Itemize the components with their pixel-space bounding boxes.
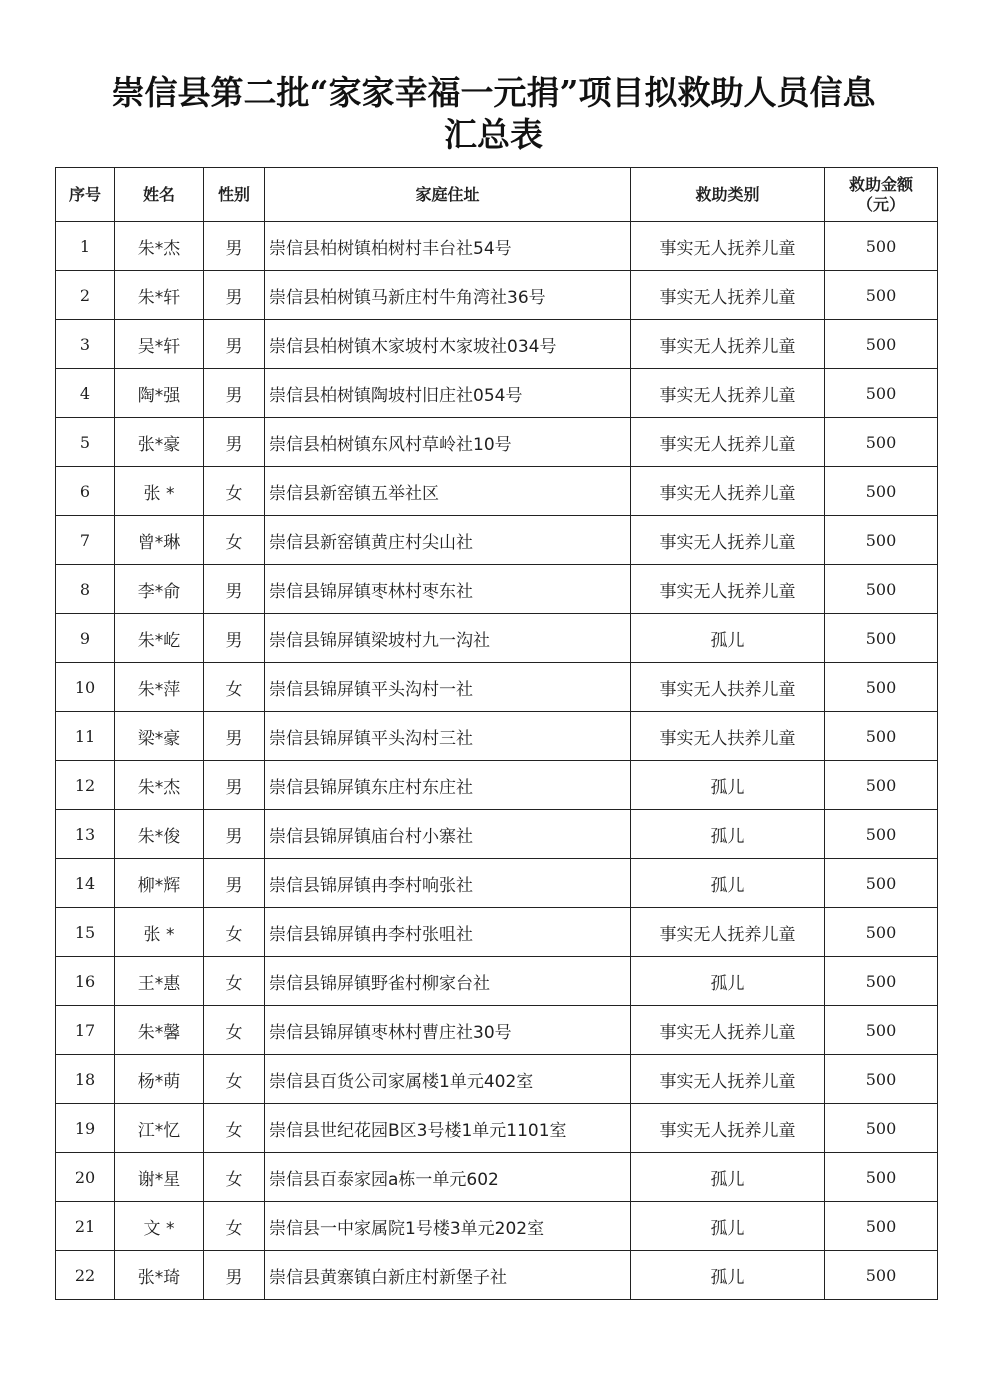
cell-category: 事实无人抚养儿童 [631,516,825,565]
header-amount-label: 救助金额 [848,174,913,194]
cell-category: 孤儿 [631,810,825,859]
header-amount [825,168,938,222]
cell-name: 王*惠 [115,957,204,1006]
cell-gender: 女 [204,1104,265,1153]
cell-name: 谢*星 [115,1153,204,1202]
cell-gender: 男 [204,271,265,320]
cell-amount: 500 [825,712,938,761]
table-row [56,957,938,1006]
document-title: 崇信县第二批“家家幸福一元捐”项目拟救助人员信息 [111,73,876,112]
cell-seq: 14 [56,859,115,908]
cell-category: 事实无人抚养儿童 [631,1104,825,1153]
cell-address: 崇信县柏树镇陶坡村旧庄社054号 [265,369,631,418]
cell-amount: 500 [825,369,938,418]
table-row [56,418,938,467]
header-category: 救助类别 [631,168,825,222]
header-name: 姓名 [115,168,204,222]
cell-amount: 500 [825,810,938,859]
cell-gender: 男 [204,222,265,271]
cell-name: 江*忆 [115,1104,204,1153]
cell-seq: 3 [56,320,115,369]
cell-gender: 男 [204,614,265,663]
cell-name: 曾*琳 [115,516,204,565]
cell-name: 张*琦 [115,1251,204,1300]
cell-address: 崇信县柏树镇东风村草岭社10号 [265,418,631,467]
cell-seq: 17 [56,1006,115,1055]
cell-seq: 8 [56,565,115,614]
cell-address: 崇信县锦屏镇枣林村枣东社 [265,565,631,614]
cell-category: 孤儿 [631,1202,825,1251]
cell-name: 文 * [115,1202,204,1251]
cell-category: 事实无人抚养儿童 [631,271,825,320]
table-row [56,222,938,271]
cell-gender: 女 [204,663,265,712]
cell-amount: 500 [825,859,938,908]
cell-amount: 500 [825,418,938,467]
cell-address: 崇信县锦屏镇东庄村东庄社 [265,761,631,810]
table-row [56,369,938,418]
cell-seq: 1 [56,222,115,271]
table-row [56,1104,938,1153]
cell-amount: 500 [825,1202,938,1251]
cell-seq: 11 [56,712,115,761]
cell-address: 崇信县柏树镇木家坡村木家坡社034号 [265,320,631,369]
table-row [56,810,938,859]
cell-seq: 7 [56,516,115,565]
cell-amount: 500 [825,222,938,271]
cell-category: 孤儿 [631,614,825,663]
cell-amount: 500 [825,467,938,516]
cell-address: 崇信县新窑镇黄庄村尖山社 [265,516,631,565]
cell-address: 崇信县新窑镇五举社区 [265,467,631,516]
cell-address: 崇信县锦屏镇平头沟村一社 [265,663,631,712]
cell-category: 事实无人抚养儿童 [631,467,825,516]
cell-name: 陶*强 [115,369,204,418]
cell-seq: 4 [56,369,115,418]
cell-amount: 500 [825,271,938,320]
cell-gender: 女 [204,1153,265,1202]
table-row [56,761,938,810]
table-row [56,1202,938,1251]
cell-seq: 6 [56,467,115,516]
header-address: 家庭住址 [265,168,631,222]
cell-name: 朱*屹 [115,614,204,663]
cell-gender: 女 [204,908,265,957]
table-row [56,1251,938,1300]
table-row [56,663,938,712]
table-row [56,271,938,320]
cell-gender: 男 [204,320,265,369]
cell-name: 朱*杰 [115,222,204,271]
cell-seq: 20 [56,1153,115,1202]
table-row [56,614,938,663]
cell-amount: 500 [825,1055,938,1104]
cell-gender: 男 [204,1251,265,1300]
header-seq: 序号 [56,168,115,222]
cell-category: 事实无人抚养儿童 [631,320,825,369]
cell-category: 事实无人抚养儿童 [631,1055,825,1104]
cell-category: 事实无人抚养儿童 [631,908,825,957]
cell-seq: 2 [56,271,115,320]
cell-name: 张 * [115,908,204,957]
cell-name: 朱*俊 [115,810,204,859]
cell-address: 崇信县柏树镇马新庄村牛角湾社36号 [265,271,631,320]
table-row [56,467,938,516]
cell-amount: 500 [825,516,938,565]
cell-gender: 女 [204,1202,265,1251]
cell-name: 李*俞 [115,565,204,614]
cell-name: 张 * [115,467,204,516]
cell-amount: 500 [825,320,938,369]
cell-gender: 女 [204,516,265,565]
cell-amount: 500 [825,565,938,614]
cell-address: 崇信县百泰家园a栋一单元602 [265,1153,631,1202]
cell-gender: 男 [204,369,265,418]
cell-seq: 9 [56,614,115,663]
cell-name: 张*豪 [115,418,204,467]
cell-category: 孤儿 [631,859,825,908]
cell-category: 事实无人抚养儿童 [631,1006,825,1055]
cell-name: 朱*馨 [115,1006,204,1055]
cell-category: 事实无人抚养儿童 [631,418,825,467]
cell-seq: 22 [56,1251,115,1300]
table-row [56,908,938,957]
cell-amount: 500 [825,1006,938,1055]
cell-amount: 500 [825,957,938,1006]
cell-address: 崇信县锦屏镇冉李村响张社 [265,859,631,908]
cell-name: 朱*杰 [115,761,204,810]
table-row [56,1153,938,1202]
cell-amount: 500 [825,761,938,810]
cell-amount: 500 [825,1104,938,1153]
cell-gender: 女 [204,467,265,516]
cell-amount: 500 [825,1153,938,1202]
cell-gender: 男 [204,418,265,467]
cell-name: 柳*辉 [115,859,204,908]
cell-gender: 男 [204,810,265,859]
cell-seq: 5 [56,418,115,467]
cell-gender: 女 [204,957,265,1006]
cell-seq: 12 [56,761,115,810]
cell-seq: 13 [56,810,115,859]
document-title-line2: 汇总表 [444,115,543,154]
cell-category: 事实无人抚养儿童 [631,369,825,418]
cell-gender: 男 [204,565,265,614]
table-row [56,1006,938,1055]
cell-seq: 21 [56,1202,115,1251]
cell-gender: 男 [204,859,265,908]
cell-gender: 男 [204,761,265,810]
cell-gender: 女 [204,1055,265,1104]
cell-seq: 10 [56,663,115,712]
cell-address: 崇信县锦屏镇枣林村曹庄社30号 [265,1006,631,1055]
cell-gender: 女 [204,1006,265,1055]
table-row [56,320,938,369]
aid-summary-table [55,167,938,1300]
cell-category: 孤儿 [631,1153,825,1202]
cell-name: 梁*豪 [115,712,204,761]
cell-name: 朱*轩 [115,271,204,320]
cell-seq: 18 [56,1055,115,1104]
cell-category: 孤儿 [631,1251,825,1300]
cell-seq: 15 [56,908,115,957]
table-row [56,1055,938,1104]
cell-name: 朱*萍 [115,663,204,712]
cell-category: 事实无人抚养儿童 [631,565,825,614]
cell-category: 事实无人扶养儿童 [631,712,825,761]
cell-address: 崇信县锦屏镇庙台村小寨社 [265,810,631,859]
cell-amount: 500 [825,908,938,957]
table-row [56,565,938,614]
cell-address: 崇信县锦屏镇冉李村张咀社 [265,908,631,957]
cell-category: 孤儿 [631,957,825,1006]
cell-address: 崇信县锦屏镇野雀村柳家台社 [265,957,631,1006]
cell-name: 吴*轩 [115,320,204,369]
cell-address: 崇信县百货公司家属楼1单元402室 [265,1055,631,1104]
cell-name: 杨*萌 [115,1055,204,1104]
cell-amount: 500 [825,614,938,663]
cell-seq: 16 [56,957,115,1006]
table-row [56,859,938,908]
cell-category: 孤儿 [631,761,825,810]
cell-address: 崇信县锦屏镇梁坡村九一沟社 [265,614,631,663]
cell-category: 事实无人扶养儿童 [631,663,825,712]
header-row [56,168,938,222]
cell-amount: 500 [825,663,938,712]
cell-address: 崇信县黄寨镇白新庄村新堡子社 [265,1251,631,1300]
cell-address: 崇信县柏树镇柏树村丰台社54号 [265,222,631,271]
cell-address: 崇信县一中家属院1号楼3单元202室 [265,1202,631,1251]
cell-amount: 500 [825,1251,938,1300]
table-header [56,168,938,222]
table-row [56,712,938,761]
table-row [56,516,938,565]
cell-gender: 男 [204,712,265,761]
cell-address: 崇信县锦屏镇平头沟村三社 [265,712,631,761]
table-body [56,222,938,1300]
cell-seq: 19 [56,1104,115,1153]
header-gender: 性别 [204,168,265,222]
cell-address: 崇信县世纪花园B区3号楼1单元1101室 [265,1104,631,1153]
cell-category: 事实无人抚养儿童 [631,222,825,271]
header-amount-unit: （元） [856,194,905,214]
